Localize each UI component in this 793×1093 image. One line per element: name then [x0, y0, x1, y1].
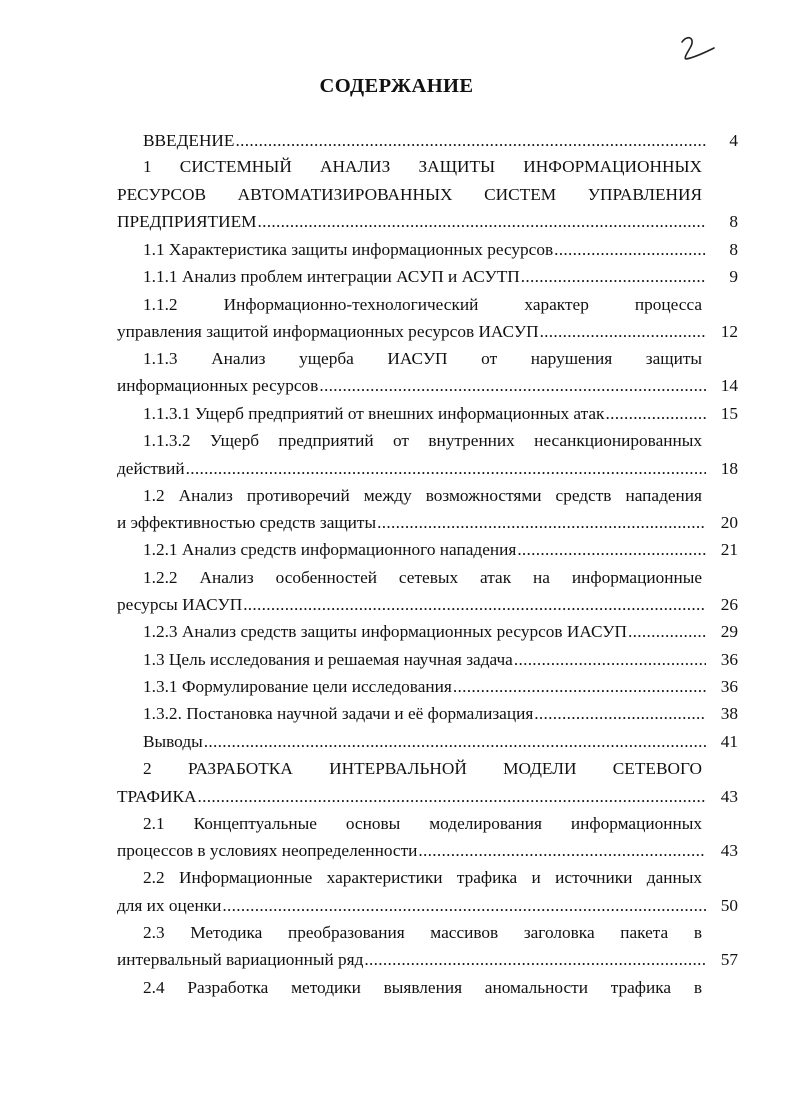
toc-entry-2-1-line-2: процессов в условиях неопределенности ..... 43: [117, 837, 738, 864]
toc-entry-2-3-line-2: интервальный вариационный ряд ..... 57: [117, 946, 738, 973]
toc-entry-1-2-2-line-1: 1.2.2 Анализ особенностей сетевых атак на информационные: [143, 568, 702, 587]
page-title: СОДЕРЖАНИЕ: [319, 75, 474, 97]
toc-chapter-2-line-2: ТРАФИКА ..... 43: [117, 783, 738, 810]
toc-entry-2-2-line-1: 2.2 Информационные характеристики трафика и источники данных: [143, 868, 702, 887]
toc-entry-1-1: 1.1 Характеристика защиты информационных ресурсов ..... 8: [117, 236, 738, 263]
toc-entry-2-4-line-1: 2.4 Разработка методики выявления аномальности трафика в: [143, 978, 702, 997]
toc-entry-1-2-3: 1.2.3 Анализ средств защиты информационных ресурсов ИАСУП ..... 29: [117, 618, 738, 645]
toc-entry-1-3: 1.3 Цель исследования и решаемая научная задача ..... 36: [117, 646, 738, 673]
toc-entry-conclusions: Выводы ..... 41: [117, 728, 738, 755]
toc-entry-1-2-line-1: 1.2 Анализ противоречий между возможностями средств нападения: [143, 486, 702, 505]
toc-entry-1-2-line-2: и эффективностью средств защиты ..... 20: [117, 509, 738, 536]
toc-entry-1-1-3-2-line-1: 1.1.3.2 Ущерб предприятий от внутренних несанкционированных: [143, 431, 702, 450]
toc-entry-1-1-1: 1.1.1 Анализ проблем интеграции АСУП и АСУТП ..... 9: [117, 263, 738, 290]
toc-entry-1-1-2-line-2: управления защитой информационных ресурсов ИАСУП ..... 12: [117, 318, 738, 345]
toc-entry-1-2-1: 1.2.1 Анализ средств информационного нападения ..... 21: [117, 536, 738, 563]
toc-entry-1-3-1: 1.3.1 Формулирование цели исследования ..... 36: [117, 673, 738, 700]
toc-entry-introduction: ВВЕДЕНИЕ ..... 4: [117, 127, 738, 154]
toc-entry-1-1-2-line-1: 1.1.2 Информационно-технологический характер процесса: [143, 295, 702, 314]
toc-chapter-2-line-1: 2 РАЗРАБОТКА ИНТЕРВАЛЬНОЙ МОДЕЛИ СЕТЕВОГО: [143, 759, 702, 778]
toc-entry-2-2-line-2: для их оценки ..... 50: [117, 892, 738, 919]
toc-entry-2-3-line-1: 2.3 Методика преобразования массивов заголовка пакета в: [143, 923, 702, 942]
toc-chapter-1-line-2: РЕСУРСОВ АВТОМАТИЗИРОВАННЫХ СИСТЕМ УПРАВЛЕНИЯ: [117, 185, 702, 204]
toc-entry-1-1-3-line-1: 1.1.3 Анализ ущерба ИАСУП от нарушения защиты: [143, 349, 702, 368]
toc-entry-2-1-line-1: 2.1 Концептуальные основы моделирования информационных: [143, 814, 702, 833]
toc-chapter-1-line-1: 1 СИСТЕМНЫЙ АНАЛИЗ ЗАЩИТЫ ИНФОРМАЦИОННЫХ: [143, 157, 702, 176]
toc-entry-1-3-2: 1.3.2. Постановка научной задачи и её формализация ..... 38: [117, 700, 738, 727]
toc-entry-1-2-2-line-2: ресурсы ИАСУП ..... 26: [117, 591, 738, 618]
handwritten-page-number: [672, 28, 722, 68]
toc-entry-1-1-3-1: 1.1.3.1 Ущерб предприятий от внешних информационных атак ..... 15: [117, 400, 738, 427]
toc-entry-1-1-3-line-2: информационных ресурсов ..... 14: [117, 372, 738, 399]
toc-entry-1-1-3-2-line-2: действий ..... 18: [117, 455, 738, 482]
toc-chapter-1-line-3: ПРЕДПРИЯТИЕМ ..... 8: [117, 208, 738, 235]
